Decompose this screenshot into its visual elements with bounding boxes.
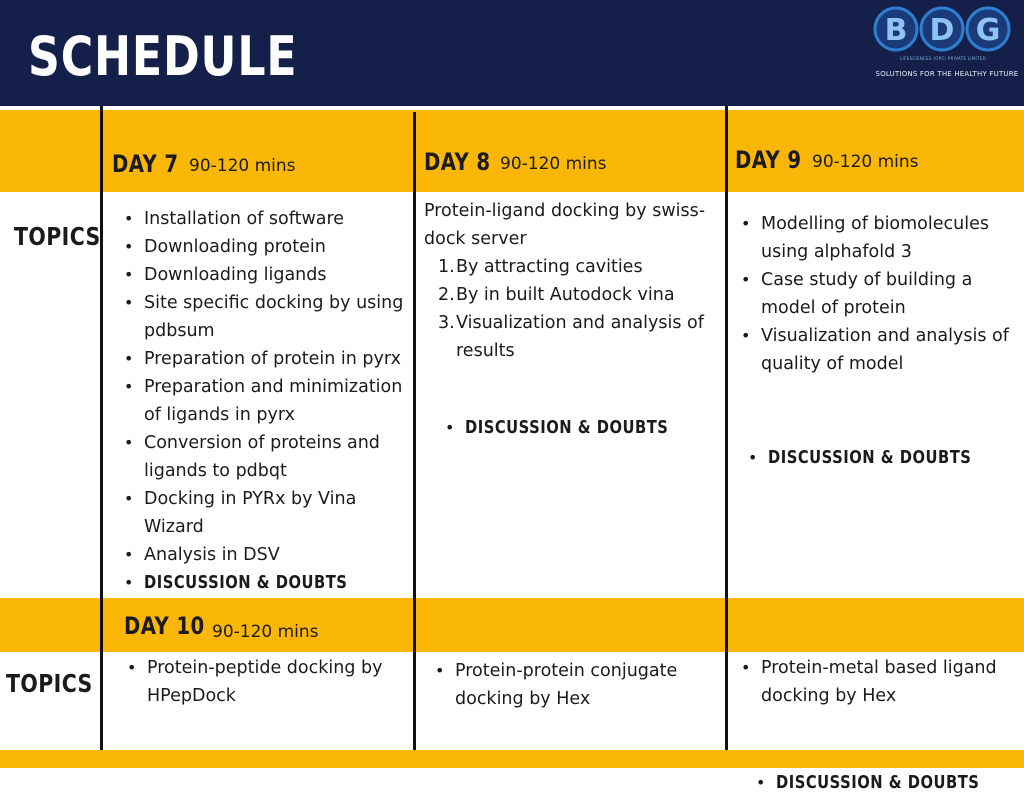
list-item: • Protein-peptide docking by HPepDock [125,654,410,710]
list-number: 1. [438,257,455,277]
list-item: 3. Visualization and analysis of results [438,309,720,365]
day9-duration: 90-120 mins [812,152,919,172]
discussion-item [754,769,1024,797]
day10-duration: 90-120 mins [212,622,319,642]
topics-label: TOPICS [14,222,101,251]
list-item: • Conversion of proteins and ligands to pdbqt [122,429,414,485]
list-item: • Preparation and minimization of ligands in pyrx [122,373,414,429]
list-number: 3. [438,313,455,333]
list-item: 2. By in built Autodock vina [438,281,720,309]
discussion-label: DISCUSSION & DOUBTS [776,772,980,793]
day9-header [735,146,816,174]
list-item: • Protein-protein conjugate docking by Hex [433,657,718,713]
list-item: • Installation of software [122,205,414,233]
list-item: • Docking in PYRx by Vina Wizard [122,485,414,541]
day10-col2 [433,657,718,713]
day9-topics [739,210,1024,378]
logo-subtitle: LIFESCIENCES (OPC) PRIVATE LIMITED [900,56,986,61]
day10-col3 [739,654,1024,710]
list-item: • Preparation of protein in pyrx [122,345,414,373]
discussion-item [746,444,1024,472]
list-item: • Downloading protein [122,233,414,261]
day8-duration: 90-120 mins [500,154,607,174]
bottom-band [0,750,1024,768]
day7-header [112,150,193,178]
list-item: • Analysis in DSV [122,541,414,569]
list-item: • Downloading ligands [122,261,414,289]
topics-label: TOPICS [6,669,93,698]
discussion-label: DISCUSSION & DOUBTS [768,447,972,468]
day-label: DAY 7 [112,150,179,178]
list-item: • Site specific docking by using pdbsum [122,289,414,345]
day8-intro: Protein-ligand docking by swiss-dock server [424,201,706,249]
list-number: 2. [438,285,455,305]
day-label: DAY 9 [735,146,802,174]
list-item: • Modelling of biomolecules using alphafold 3 [739,210,1024,266]
list-item: • Visualization and analysis of quality of model [739,322,1024,378]
tagline: SOLUTIONS FOR THE HEALTHY FUTURE [875,70,1019,78]
day10-header [124,612,222,640]
discussion-item [122,569,414,597]
list-item: 1. By attracting cavities [438,253,720,281]
list-item: • Protein-metal based ligand docking by Hex [739,654,1024,710]
day7-topics [122,205,414,597]
list-item: • Case study of building a model of protein [739,266,1024,322]
day8-topics [424,197,720,365]
column-divider [100,106,103,750]
discussion-label: DISCUSSION & DOUBTS [465,417,669,438]
day-label: DAY 8 [424,148,491,176]
day7-duration: 90-120 mins [189,156,296,176]
page-title: SCHEDULE [28,25,298,88]
company-logo [872,4,1012,54]
svg-text:G: G [975,13,1001,48]
svg-text:B: B [884,13,908,48]
day10-col1 [125,654,410,710]
day-label: DAY 10 [124,612,205,640]
day8-header [424,148,505,176]
svg-text:D: D [929,13,955,48]
discussion-item [443,414,1024,442]
discussion-label: DISCUSSION & DOUBTS [144,572,348,593]
